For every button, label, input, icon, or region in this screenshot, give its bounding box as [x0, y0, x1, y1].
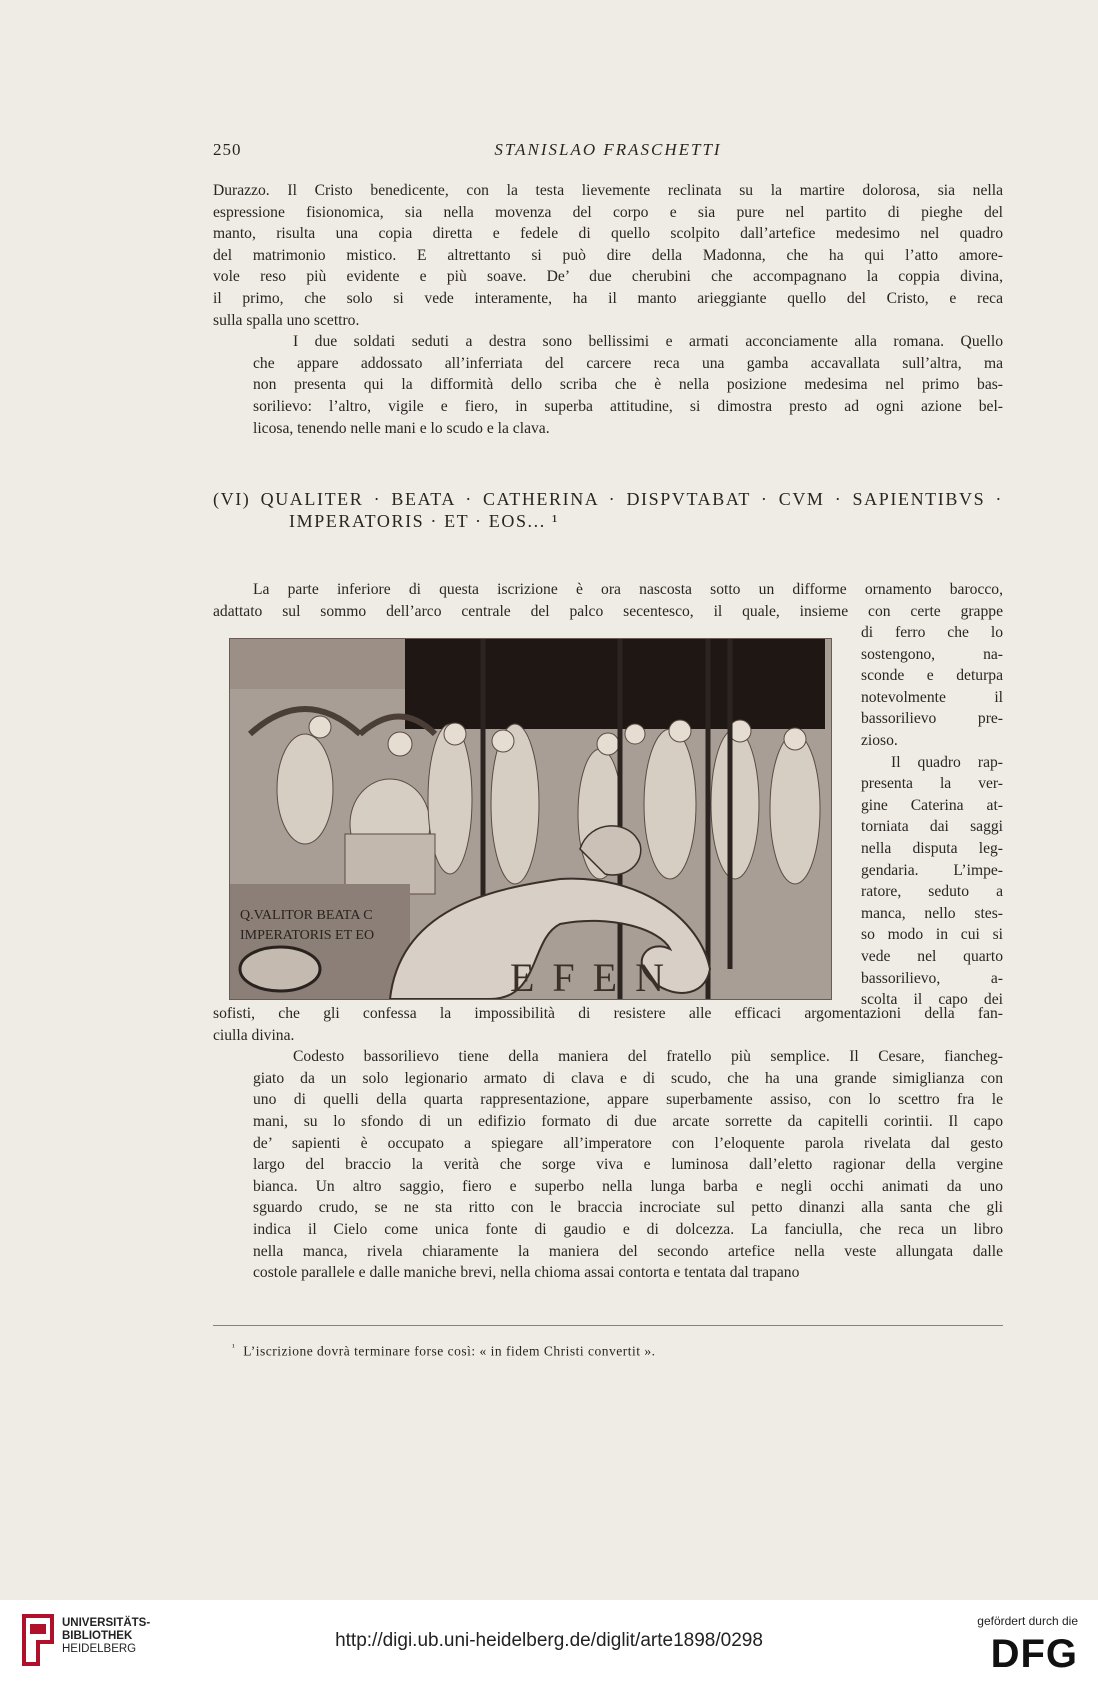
text-line: manca, nello stes-: [861, 904, 1003, 922]
footnote-text: L’iscrizione dovrà terminare forse così: « in fidem Christi convertit ».: [243, 1343, 656, 1359]
text-line: mani, su lo sfondo di un edifizio formato di due arcate sorrette da capitelli corintii. Il capo: [253, 1112, 1003, 1130]
text-line: I due soldati seduti a destra sono bellissimi e armati acconciamente alla romana. Quello: [293, 333, 1003, 351]
text-line: del matrimonio mistico. E altrettanto si può dire della Madonna, che ha qui l’atto amore-: [213, 246, 1003, 264]
text-line: sulla spalla uno scettro.: [213, 311, 360, 329]
footnote-rule: [213, 1325, 1003, 1326]
text-line: Codesto bassorilievo tiene della maniera del fratello più semplice. Il Cesare, fiancheg-: [293, 1048, 1003, 1066]
text-line: sorilievo: l’altro, vigile e fiero, in superba attitudine, si dimostra presto ad ogni azione bel-: [253, 397, 1003, 415]
text-line: adattato sul sommo dell’arco centrale del palco secentesco, il quale, insieme con certe grappe: [213, 602, 1003, 620]
text-line: torniata dai saggi: [861, 818, 1003, 836]
text-line: che appare addossato all’inferriata del carcere reca una gamba accavallata sull’altra, ma: [253, 354, 1003, 372]
paragraph-1: [213, 180, 1003, 331]
text-line: Il quadro rap-: [891, 753, 1003, 771]
text-line: scolta il capo dei: [861, 991, 1003, 1009]
footnote-marker: ¹: [232, 1342, 236, 1352]
text-line: so modo in cui si: [861, 926, 1003, 944]
text-line: presenta la ver-: [861, 775, 1003, 793]
relief-illustration: [230, 639, 831, 999]
text-line: uno di quelli della quarta rappresentazione, appare superbamente assiso, con lo scettro fra le: [253, 1091, 1003, 1109]
paragraph-2: [213, 331, 1003, 439]
paragraph-3: [213, 1046, 1003, 1284]
text-line: giato da un solo legionario armato di clava e di scudo, che ha una grande simiglianza con: [253, 1069, 1003, 1087]
relief-inscription-1: Q.VALITOR BEATA C: [240, 908, 373, 923]
funding-note: gefördert durch die: [977, 1614, 1078, 1628]
side-column: [861, 622, 1003, 1011]
text-line: sconde e deturpa: [861, 667, 1003, 685]
text-line: La parte inferiore di questa iscrizione è ora nascosta sotto un difforme ornamento barocco,: [253, 581, 1003, 598]
footnote: [232, 1342, 655, 1360]
text-line: notevolmente il: [861, 688, 1003, 706]
text-line: nella manca, rivela chiaramente la maniera del secondo artefice nella veste allungata dalle: [253, 1242, 1003, 1260]
text-line: di ferro che lo: [861, 624, 1003, 641]
relief-inscription-2: IMPERATORIS ET EO: [240, 928, 375, 943]
text-line: de’ sapienti è occupato a spiegare all’imperatore con l’eloquente parola rivelata dal gesto: [253, 1134, 1003, 1152]
text-line: non presenta qui la difformità dello scriba che è nella posizione medesima nel primo bas-: [253, 376, 1003, 394]
heading-line-1: (VI) QUALITER · BEATA · CATHERINA · DISPVTABAT · CVM · SAPIENTIBVS ·: [213, 489, 1003, 509]
body-text-top: [213, 180, 1003, 439]
text-line: vede nel quarto: [861, 947, 1003, 965]
text-line: zioso.: [861, 731, 898, 749]
text-line: nella disputa leg-: [861, 839, 1003, 857]
text-line: Durazzo. Il Cristo benedicente, con la testa lievemente reclinata su la martire dolorosa, sia nella: [213, 182, 1003, 199]
full-width-lines: [213, 579, 1003, 622]
library-line: UNIVERSITÄTS-: [62, 1617, 151, 1629]
text-line: vole reso più evidente e più soave. De’ due cherubini che accompagnano la coppia divina,: [213, 268, 1003, 286]
text-line: bassorilievo, a-: [861, 969, 1003, 987]
text-line: sguardo crudo, se ne sta ritto con le braccia incrociate sul petto dinanzi alla santa che gli: [253, 1199, 1003, 1217]
text-line: bassorilievo pre-: [861, 710, 1003, 728]
body-text-after-figure: [213, 1003, 1003, 1284]
text-line: gine Caterina at-: [861, 796, 1003, 814]
paragraph-tail: [213, 1003, 1003, 1046]
text-line: largo del braccio la verità che sorge viva e luminosa dall’eletto ragionar della vergine: [253, 1156, 1003, 1174]
text-line: il primo, che solo si vede interamente, ha il manto arieggiante quello del Cristo, e reca: [213, 289, 1003, 307]
running-head: [213, 140, 1003, 162]
dfg-logo: DFG: [990, 1632, 1078, 1676]
text-line: costole parallele e dalle maniche brevi, nella chioma assai contorta e tentata dal trapano: [253, 1264, 800, 1282]
page-number: 250: [213, 140, 242, 159]
svg-text:EFEN: EFEN: [510, 955, 682, 999]
text-line: indica il Cielo come unica fonte di gaudio e di dolcezza. La fanciulla, che reca un libro: [253, 1220, 1003, 1238]
text-line: sofisti, che gli confessa la impossibilità di resistere alle efficaci argomentazioni della fan-: [213, 1005, 1003, 1022]
text-line: gendaria. L’impe-: [861, 861, 1003, 879]
heading-line-2: IMPERATORIS · ET · EOS... ¹: [289, 511, 559, 531]
permalink[interactable]: http://digi.ub.uni-heidelberg.de/diglit/arte1898/0298: [335, 1630, 763, 1651]
digitization-footer: [0, 1600, 1098, 1681]
text-line: ratore, seduto a: [861, 883, 1003, 901]
text-line: sostengono, na-: [861, 645, 1003, 663]
section-heading: [213, 488, 1003, 532]
text-line: espressione fisionomica, sia nella movenza del corpo e sia pure nel partito di pieghe del: [213, 203, 1003, 221]
text-line: ciulla divina.: [213, 1026, 295, 1044]
text-line: licosa, tenendo nelle mani e lo scudo e la clava.: [253, 419, 550, 437]
library-line: HEIDELBERG: [62, 1643, 137, 1655]
library-line: BIBLIOTHEK: [62, 1630, 133, 1642]
running-title: STANISLAO FRASCHETTI: [494, 140, 722, 159]
text-line: bianca. Un altro saggio, fiero e superbo nella lunga barba e negli occhi animati da uno: [253, 1177, 1003, 1195]
bas-relief-photograph: [229, 638, 832, 1000]
text-line: manto, risulta una copia diretta e fedele di quello scolpito dall’artefice medesimo nel quadro: [213, 225, 1003, 243]
